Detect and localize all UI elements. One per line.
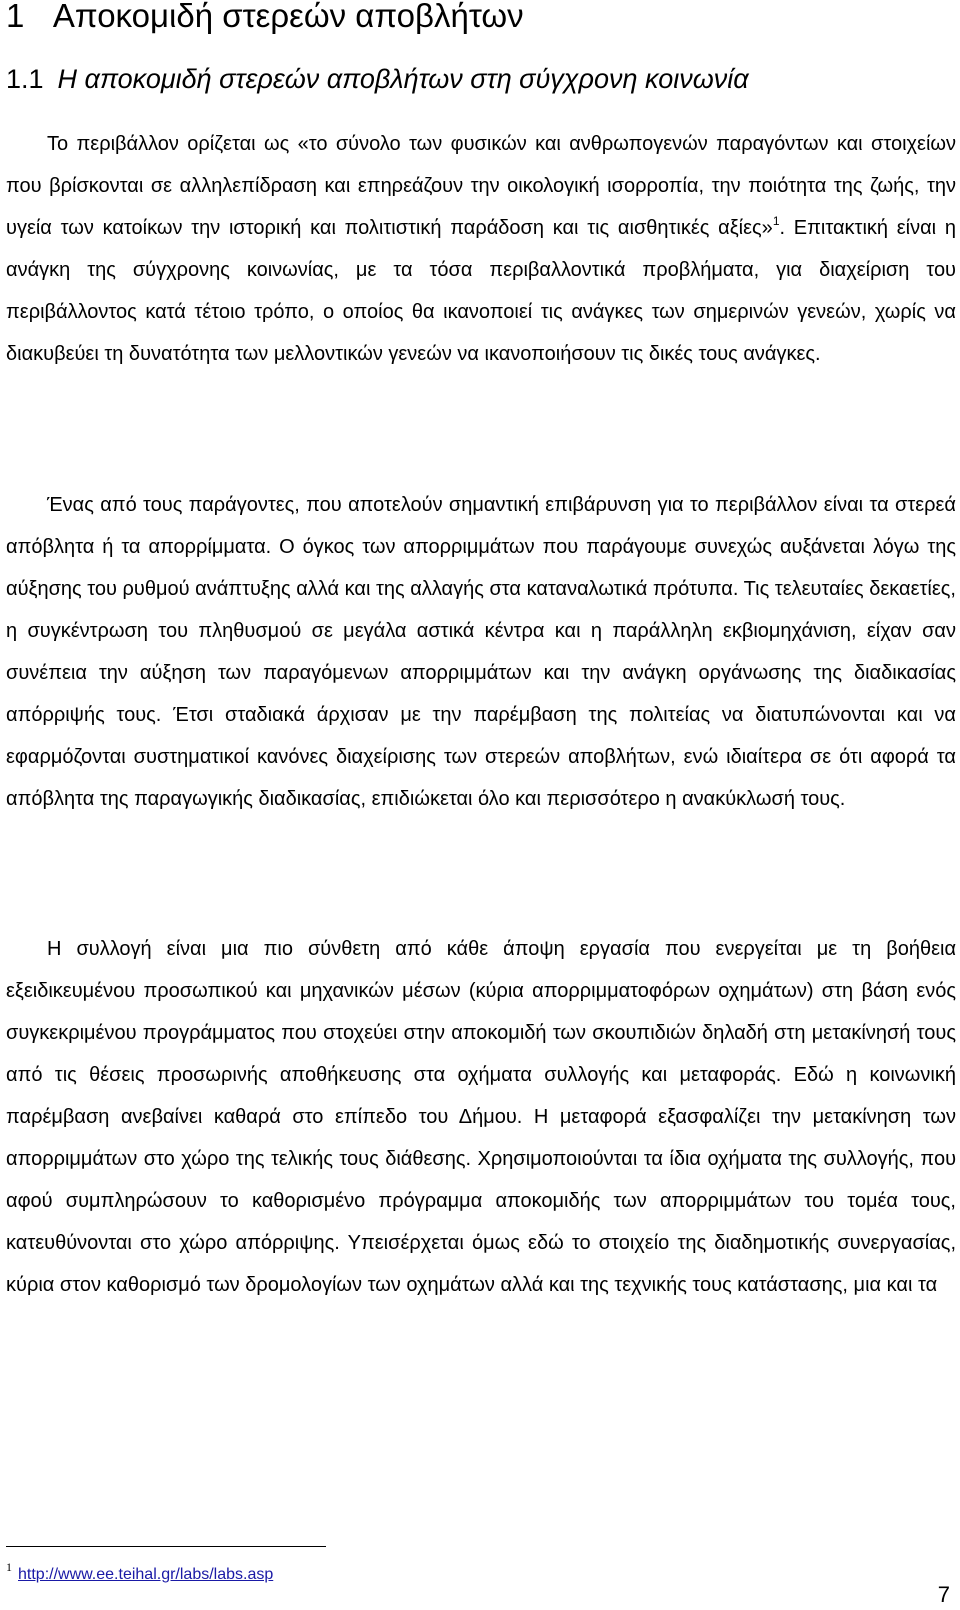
paragraph-1 — [6, 123, 956, 375]
section-heading — [6, 62, 749, 96]
footnote — [6, 1556, 273, 1586]
paragraph-3: Η συλλογή είναι μια πιο σύνθετη από κάθε άποψη εργασία που ενεργείται με τη βοήθεια εξειδικευμένου προσωπικού και μηχανικών μέσων (κύρια απορριμματοφόρων οχημάτων) στη βάση ενός συγκεκριμένου προγράμματος που στοχεύει στην αποκομιδή των σκουπιδιών δηλαδή στη μετακίνησή τους από τις θέσεις προσωρινής αποθήκευσης στα οχήματα συλλογής και μεταφοράς. Εδώ η κοινωνική παρέμβαση ανεβαίνει καθαρά στο επίπεδο του Δήμου. Η μεταφορά εξασφαλίζει την μετακίνηση των απορριμμάτων στο χώρο της τελικής τους διάθεσης. Χρησιμοποιούνται τα ίδια οχήματα της συλλογής, που αφού συμπληρώσουν το καθορισμένο πρόγραμμα αποκομιδής των απορριμμάτων του τομέα τους, κατευθύνονται στο χώρο απόρριψης. Υπεισέρχεται όμως εδώ το στοιχείο της διαδημοτικής συνεργασίας, κύρια στον καθορισμό των δρομολογίων των οχημάτων αλλά και της τεχνικής τους κατάστασης, μια και τα — [6, 938, 956, 1296]
footnote-link[interactable]: http://www.ee.teihal.gr/labs/labs.asp — [18, 1566, 274, 1583]
footnote-divider — [6, 1546, 326, 1547]
paragraph-1-text: Το περιβάλλον ορίζεται ως «το σύνολο των φυσικών και ανθρωπογενών παραγόντων και στοιχείων που βρίσκονται σε αλληλεπίδραση και επηρεάζουν την οικολογική ισορροπία, την ποιότητα της ζωής, την υγεία των κατοίκων την ιστορική και πολιτιστική παράδοση και τις αισθητικές αξίες» — [6, 133, 956, 239]
section-number: 1.1 — [6, 64, 44, 94]
chapter-heading — [6, 0, 524, 36]
section-title: Η αποκομιδή στερεών αποβλήτων στη σύγχρονη κοινωνία — [57, 64, 749, 94]
page-number: 7 — [937, 1582, 950, 1607]
paragraph-2: Ένας από τους παράγοντες, που αποτελούν σημαντική επιβάρυνση για το περιβάλλον είναι τα στερεά απόβλητα ή τα απορρίμματα. Ο όγκος των απορριμμάτων που παράγουμε συνεχώς αυξάνεται λόγω της αύξησης του ρυθμού ανάπτυξης αλλά και της αλλαγής στα καταναλωτικά πρότυπα. Τις τελευταίες δεκαετίες, η συγκέντρωση του πληθυσμού σε μεγάλα αστικά κέντρα και η παράλληλη εκβιομηχάνιση, είχαν σαν συνέπεια την αύξηση των παραγόμενων απορριμμάτων και την ανάγκη οργάνωσης της διαδικασίας απόρριψής τους. Έτσι σταδιακά άρχισαν με την παρέμβαση της πολιτείας να διατυπώνονται και να εφαρμόζονται συστηματικοί κανόνες διαχείρισης των στερεών αποβλήτων, ενώ ιδιαίτερα σε ότι αφορά τα απόβλητα της παραγωγικής διαδικασίας, επιδιώκεται όλο και περισσότερο η ανακύκλωσή τους. — [6, 494, 956, 810]
paragraph-1-text-continued: . Επιτακτική είναι η ανάγκη της σύγχρονης κοινωνίας, με τα τόσα περιβαλλοντικά προβλήματα, για διαχείριση του περιβάλλοντος κατά τέτοιο τρόπο, ο οποίος θα ικανοποιεί τις ανάγκες των σημερινών γενεών, χωρίς να διακυβεύει τη δυνατότητα των μελλοντικών γενεών να ικανοποιήσουν τις δικές τους ανάγκες. — [6, 217, 956, 365]
chapter-number: 1 — [6, 0, 25, 34]
footnote-reference[interactable]: 1 — [772, 214, 780, 228]
footnote-mark: 1 — [6, 1560, 12, 1574]
chapter-title: Αποκομιδή στερεών αποβλήτων — [52, 0, 524, 34]
